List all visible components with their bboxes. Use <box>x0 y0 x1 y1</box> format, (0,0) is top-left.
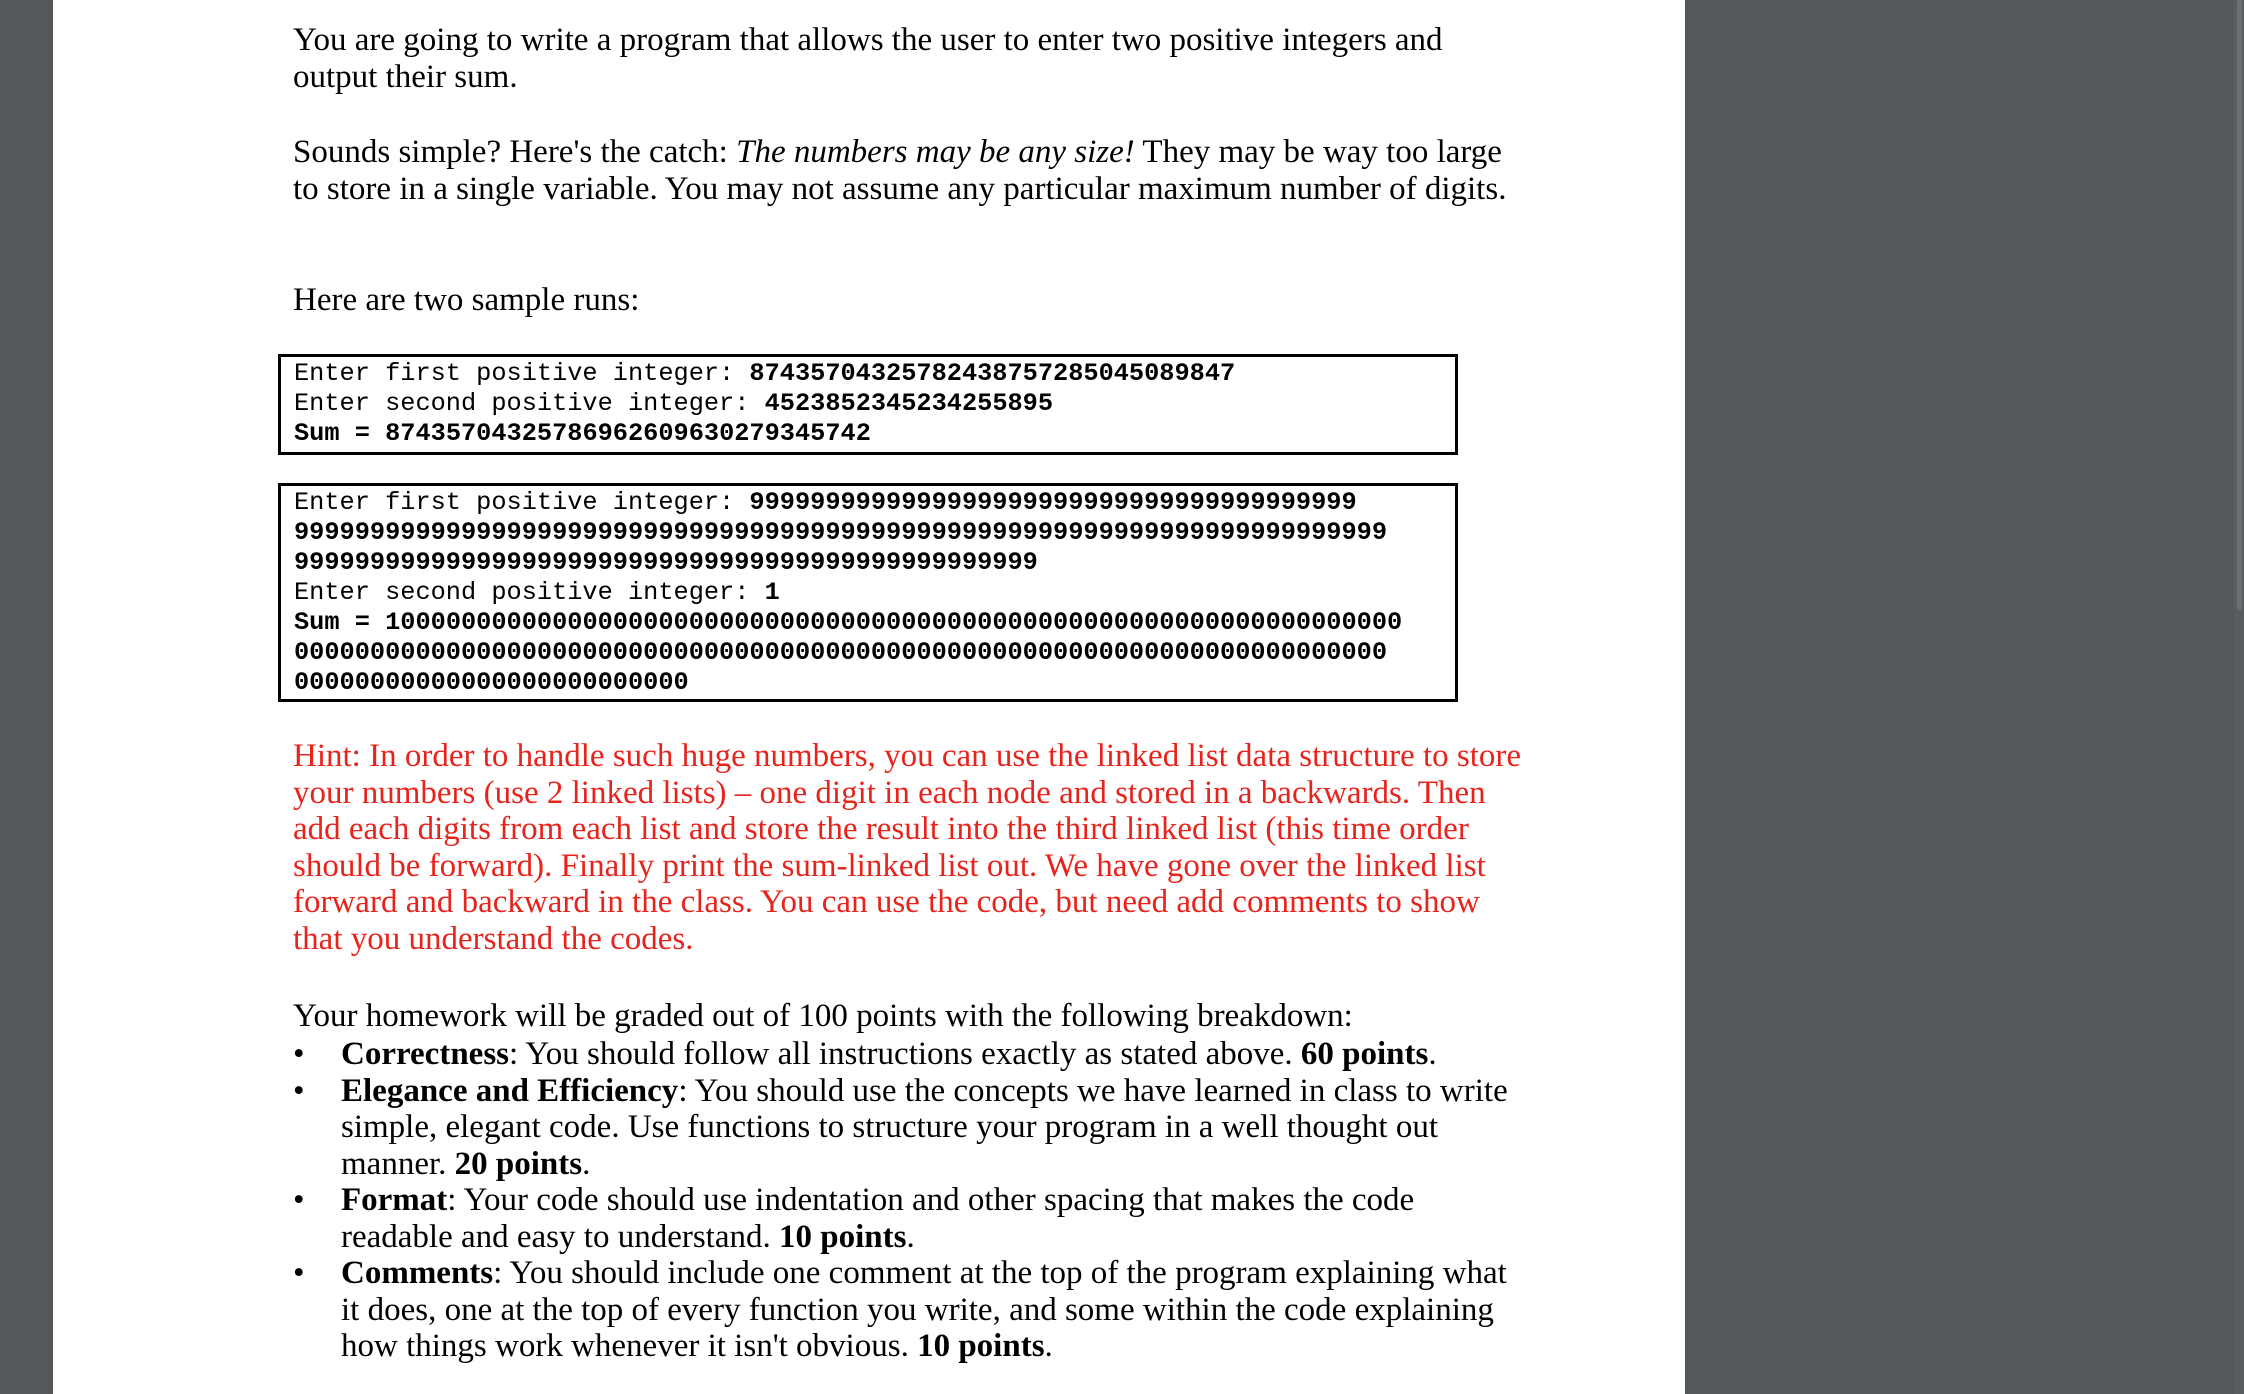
input-first-cont-2: 9999999999999999999999999999999999999999999999999 <box>294 548 1038 577</box>
input-second: 1 <box>764 578 780 607</box>
sum-label: Sum = <box>294 419 386 448</box>
grading-item-points: 10 points <box>917 1328 1045 1364</box>
bullet-icon: • <box>293 1255 305 1291</box>
sample-runs-label: Here are two sample runs: <box>293 282 640 318</box>
grading-item-title: Elegance and Efficiency <box>341 1072 679 1109</box>
grading-item-title: Comments <box>341 1255 494 1291</box>
catch-text-before: Sounds simple? Here's the catch: <box>293 134 737 170</box>
grading-item-format <box>293 1182 1533 1255</box>
catch-paragraph <box>293 134 1533 207</box>
prompt-second: Enter second positive integer: <box>294 578 765 607</box>
input-first: 9999999999999999999999999999999999999999 <box>749 488 1357 517</box>
grading-item-end: . <box>1428 1036 1437 1072</box>
sum-value-cont-2: 00000000000000000000000000 <box>294 668 689 697</box>
bullet-icon: • <box>293 1182 305 1218</box>
input-first-cont-1: 999999999999999999999999999999999999999999999999999999999999999999999999 <box>294 518 1388 547</box>
grading-item-points: 10 points <box>779 1218 907 1255</box>
prompt-second: Enter second positive integer: <box>294 389 765 418</box>
vertical-scrollbar[interactable] <box>2234 0 2244 1394</box>
grading-item-text: : Your code should use indentation and other spacing that makes the code readable and easy to understand. <box>341 1182 1415 1255</box>
sum-value: 1000000000000000000000000000000000000000000000000000000000000000000 <box>385 608 1403 637</box>
intro-paragraph: You are going to write a program that allows the user to enter two positive integers and output their sum. <box>293 22 1443 95</box>
grading-list <box>293 1036 1533 1365</box>
grading-item-title: Format <box>341 1182 448 1218</box>
bullet-icon: • <box>293 1036 305 1072</box>
grading-item-title: Correctness <box>341 1036 509 1072</box>
grading-item-elegance <box>293 1073 1533 1183</box>
grading-item-correctness <box>293 1036 1533 1073</box>
prompt-first: Enter first positive integer: <box>294 359 750 388</box>
grading-item-end: . <box>1044 1328 1053 1364</box>
grading-item-points: 60 points <box>1300 1036 1429 1072</box>
grading-item-text: : You should follow all instructions exactly as stated above. <box>509 1036 1301 1072</box>
document-page <box>53 0 1685 1394</box>
sample-run-2-output <box>281 486 1455 698</box>
grading-intro: Your homework will be graded out of 100 points with the following breakdown: <box>293 998 1353 1034</box>
sum-value-cont-1: 000000000000000000000000000000000000000000000000000000000000000000000000 <box>294 638 1388 667</box>
sum-label: Sum = <box>294 608 386 637</box>
grading-item-end: . <box>906 1218 915 1255</box>
sample-run-1-output <box>281 357 1455 449</box>
grading-item-end: . <box>582 1145 591 1182</box>
grading-item-points: 20 points <box>454 1145 583 1182</box>
hint-paragraph: Hint: In order to handle such huge numbers, you can use the linked list data structure to store your numbers (use 2 linked lists) – one digit in each node and stored in a backwards. Then add each digits from each list and store the result into the third linked list (this time order should be forward). Finally print the sum-linked list out. We have gone over the linked list forward and backward in the class. You can use the code, but need add comments to show that you understand the codes. <box>293 738 1522 957</box>
input-second: 4523852345234255895 <box>764 389 1054 418</box>
catch-emphasis: The numbers may be any size! <box>736 134 1135 170</box>
sum-value: 87435704325786962609630279345742 <box>385 419 871 448</box>
grading-item-text: : You should include one comment at the top of the program explaining what it does, one at the top of every function you write, and some within the code explaining how things work whenever it isn't obvious. <box>341 1255 1507 1364</box>
grading-item-comments <box>293 1255 1533 1365</box>
catch-text-after: They may be way too large to store in a single variable. You may not assume any particular maximum number of digits. <box>293 134 1507 207</box>
sample-run-2 <box>278 483 1458 702</box>
input-first: 87435704325782438757285045089847 <box>749 359 1236 388</box>
prompt-first: Enter first positive integer: <box>294 488 750 517</box>
grading-item-text: : You should use the concepts we have learned in class to write simple, elegant code. Use functions to structure your program in a well thought out manner. <box>341 1072 1508 1182</box>
scrollbar-thumb[interactable] <box>2237 0 2242 610</box>
sample-run-1 <box>278 354 1458 455</box>
bullet-icon: • <box>293 1072 305 1109</box>
